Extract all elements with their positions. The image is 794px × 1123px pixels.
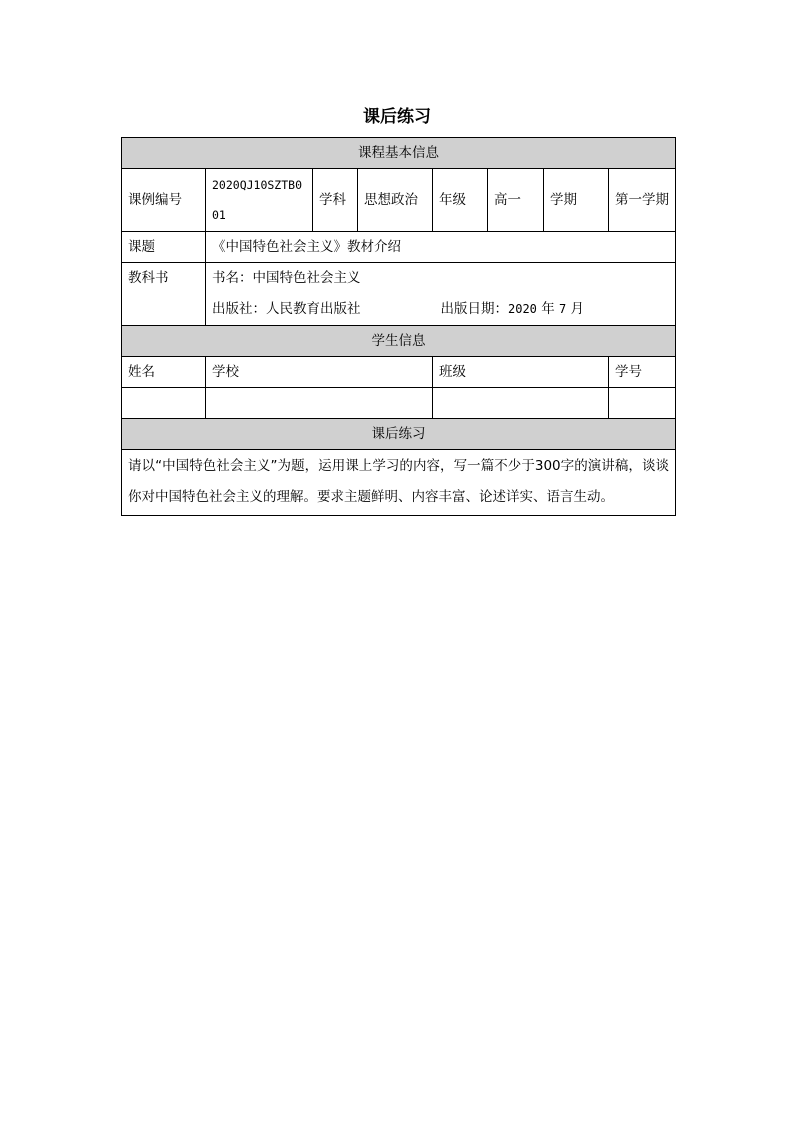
course-id-label: 课例编号 [122, 169, 206, 232]
publish-date-month-unit: 月 [570, 301, 585, 317]
book-name: 书名：中国特色社会主义 [212, 270, 361, 286]
publish-date-label: 出版日期： [440, 301, 508, 317]
student-name-label: 姓名 [122, 357, 206, 388]
topic-value: 《中国特色社会主义》教材介绍 [206, 232, 676, 263]
publish-date-year: 2020 [508, 302, 537, 316]
textbook-details [206, 263, 676, 326]
student-school-field[interactable] [206, 388, 433, 419]
exercise-form-table [121, 137, 676, 516]
subject-value: 思想政治 [358, 169, 433, 232]
exercise-text: 请以“中国特色社会主义”为题，运用课上学习的内容，写一篇不少于300字的演讲稿，谈谈你对中国特色社会主义的理解。要求主题鲜明、内容丰富、论述详实、语言生动。 [122, 450, 676, 516]
course-info-header: 课程基本信息 [122, 138, 676, 169]
grade-value: 高一 [488, 169, 544, 232]
publish-date-month: 7 [559, 302, 567, 316]
student-info-header: 学生信息 [122, 326, 676, 357]
term-label: 学期 [544, 169, 609, 232]
course-id-value: 2020QJ10SZTB001 [206, 169, 313, 232]
term-value: 第一学期 [609, 169, 676, 232]
subject-label: 学科 [313, 169, 358, 232]
student-name-field[interactable] [122, 388, 206, 419]
textbook-label: 教科书 [122, 263, 206, 326]
publisher-line [212, 294, 669, 325]
exercise-header: 课后练习 [122, 419, 676, 450]
student-number-field[interactable] [609, 388, 676, 419]
page-title: 课后练习 [363, 107, 431, 127]
student-class-label: 班级 [433, 357, 609, 388]
grade-label: 年级 [433, 169, 488, 232]
publisher: 出版社：人民教育出版社 [212, 301, 361, 317]
student-school-label: 学校 [206, 357, 433, 388]
publish-date-year-unit: 年 [541, 301, 555, 317]
student-class-field[interactable] [433, 388, 609, 419]
topic-label: 课题 [122, 232, 206, 263]
student-number-label: 学号 [609, 357, 676, 388]
